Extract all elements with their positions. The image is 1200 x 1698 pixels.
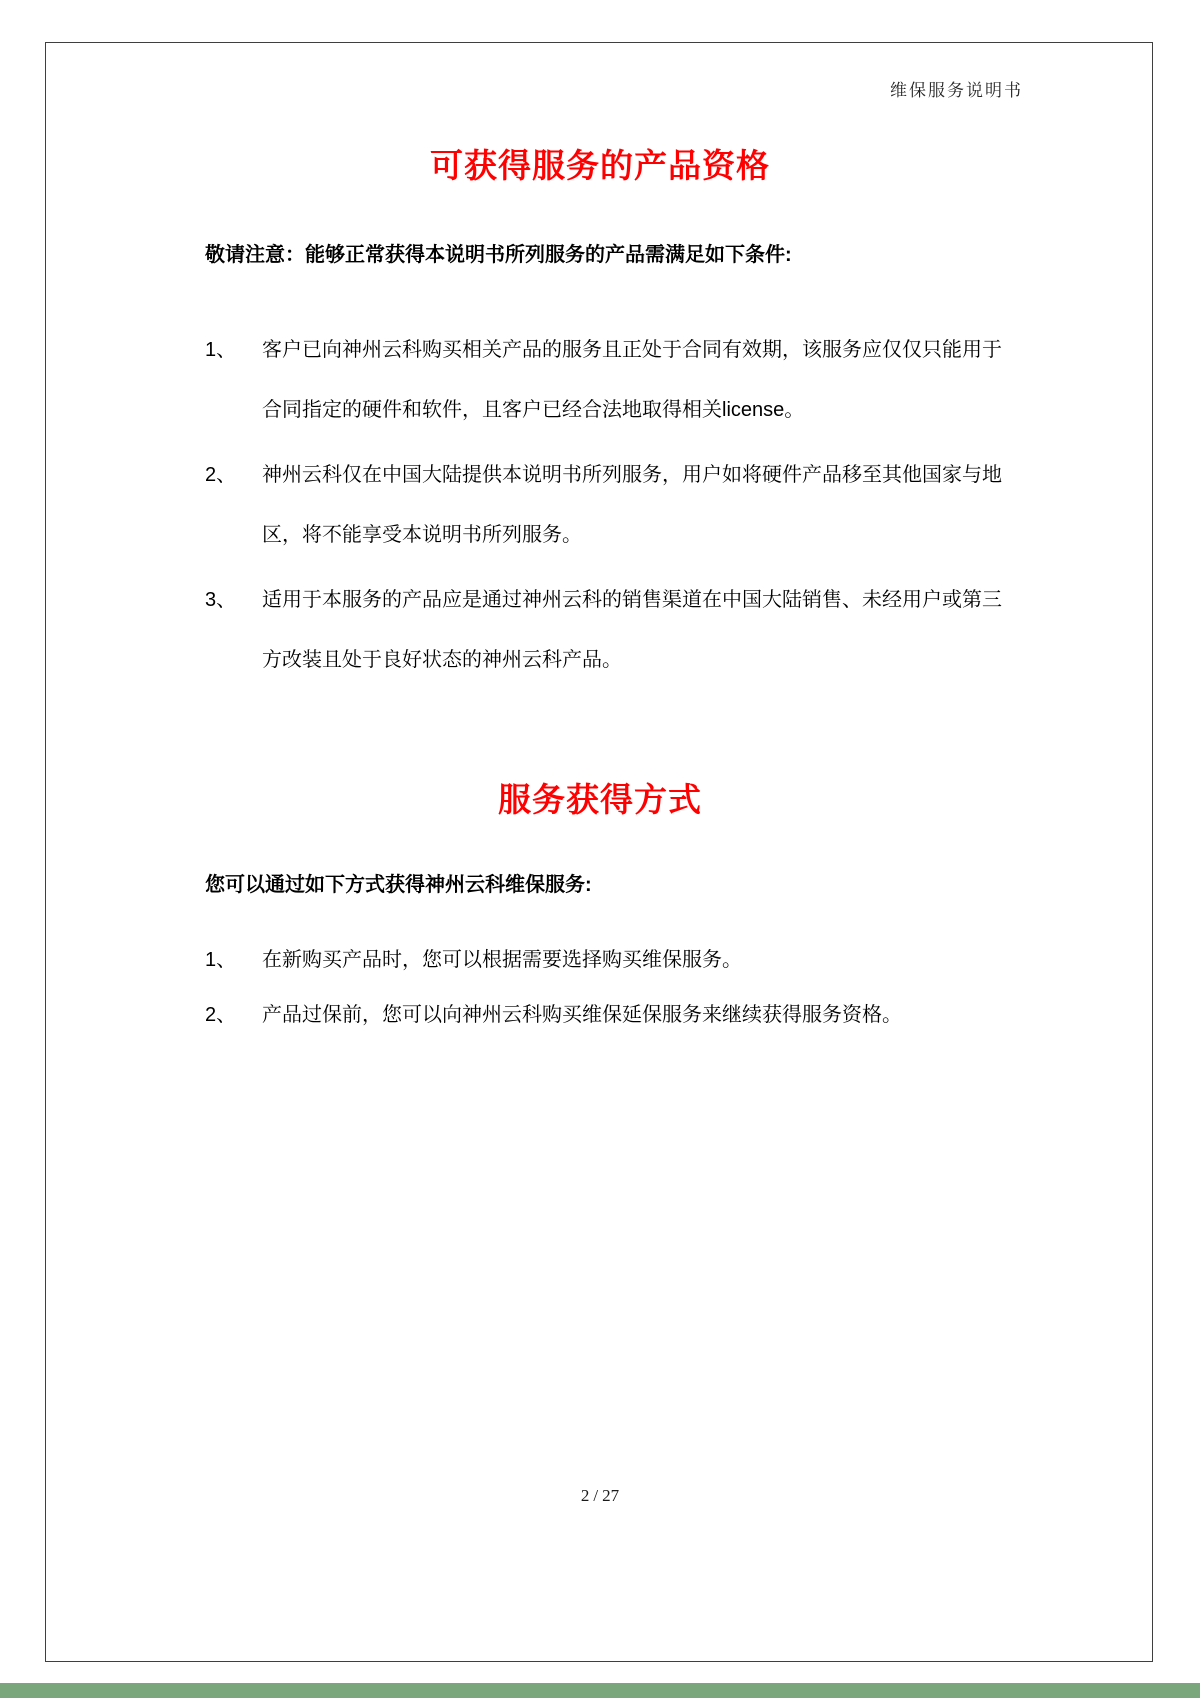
page-number-separator: / [593, 1486, 599, 1505]
list-item [205, 445, 1007, 565]
section-2-intro: 您可以通过如下方式获得神州云科维保服务: [205, 874, 592, 896]
section-2-list [205, 933, 1007, 1043]
section-1-intro: 敬请注意：能够正常获得本说明书所列服务的产品需满足如下条件: [205, 244, 792, 266]
list-item-text: 产品过保前，您可以向神州云科购买维保延保服务来继续获得服务资格。 [262, 1004, 902, 1026]
list-item-text: 在新购买产品时，您可以根据需要选择购买维保服务。 [262, 949, 742, 971]
list-item-number: 2、 [205, 464, 237, 486]
list-item-number: 1、 [205, 949, 237, 971]
list-item-number: 1、 [205, 339, 237, 361]
section-1-list [205, 320, 1007, 695]
list-item-number: 3、 [205, 589, 237, 611]
list-item-text: 客户已向神州云科购买相关产品的服务且正处于合同有效期，该服务应仅仅只能用于合同指定的硬件和软件，且客户已经合法地取得相关license。 [262, 339, 1002, 421]
list-item [205, 570, 1007, 690]
list-item [205, 933, 1007, 988]
page-border [45, 42, 1153, 1662]
page-number-footer [0, 1486, 1200, 1506]
list-item-number: 2、 [205, 1004, 237, 1026]
list-item-text: 适用于本服务的产品应是通过神州云科的销售渠道在中国大陆销售、未经用户或第三方改装且处于良好状态的神州云科产品。 [262, 589, 1002, 671]
section-title-service-acquisition: 服务获得方式 [498, 781, 702, 818]
bottom-accent-bar [0, 1683, 1200, 1698]
list-item [205, 320, 1007, 440]
list-item-text: 神州云科仅在中国大陆提供本说明书所列服务，用户如将硬件产品移至其他国家与地区，将不能享受本说明书所列服务。 [262, 464, 1002, 546]
current-page-number: 2 [580, 1486, 590, 1505]
total-page-count: 27 [602, 1486, 620, 1505]
section-title-product-eligibility: 可获得服务的产品资格 [430, 147, 770, 184]
page-header-title: 维保服务说明书 [890, 81, 1023, 100]
list-item [205, 988, 1007, 1043]
